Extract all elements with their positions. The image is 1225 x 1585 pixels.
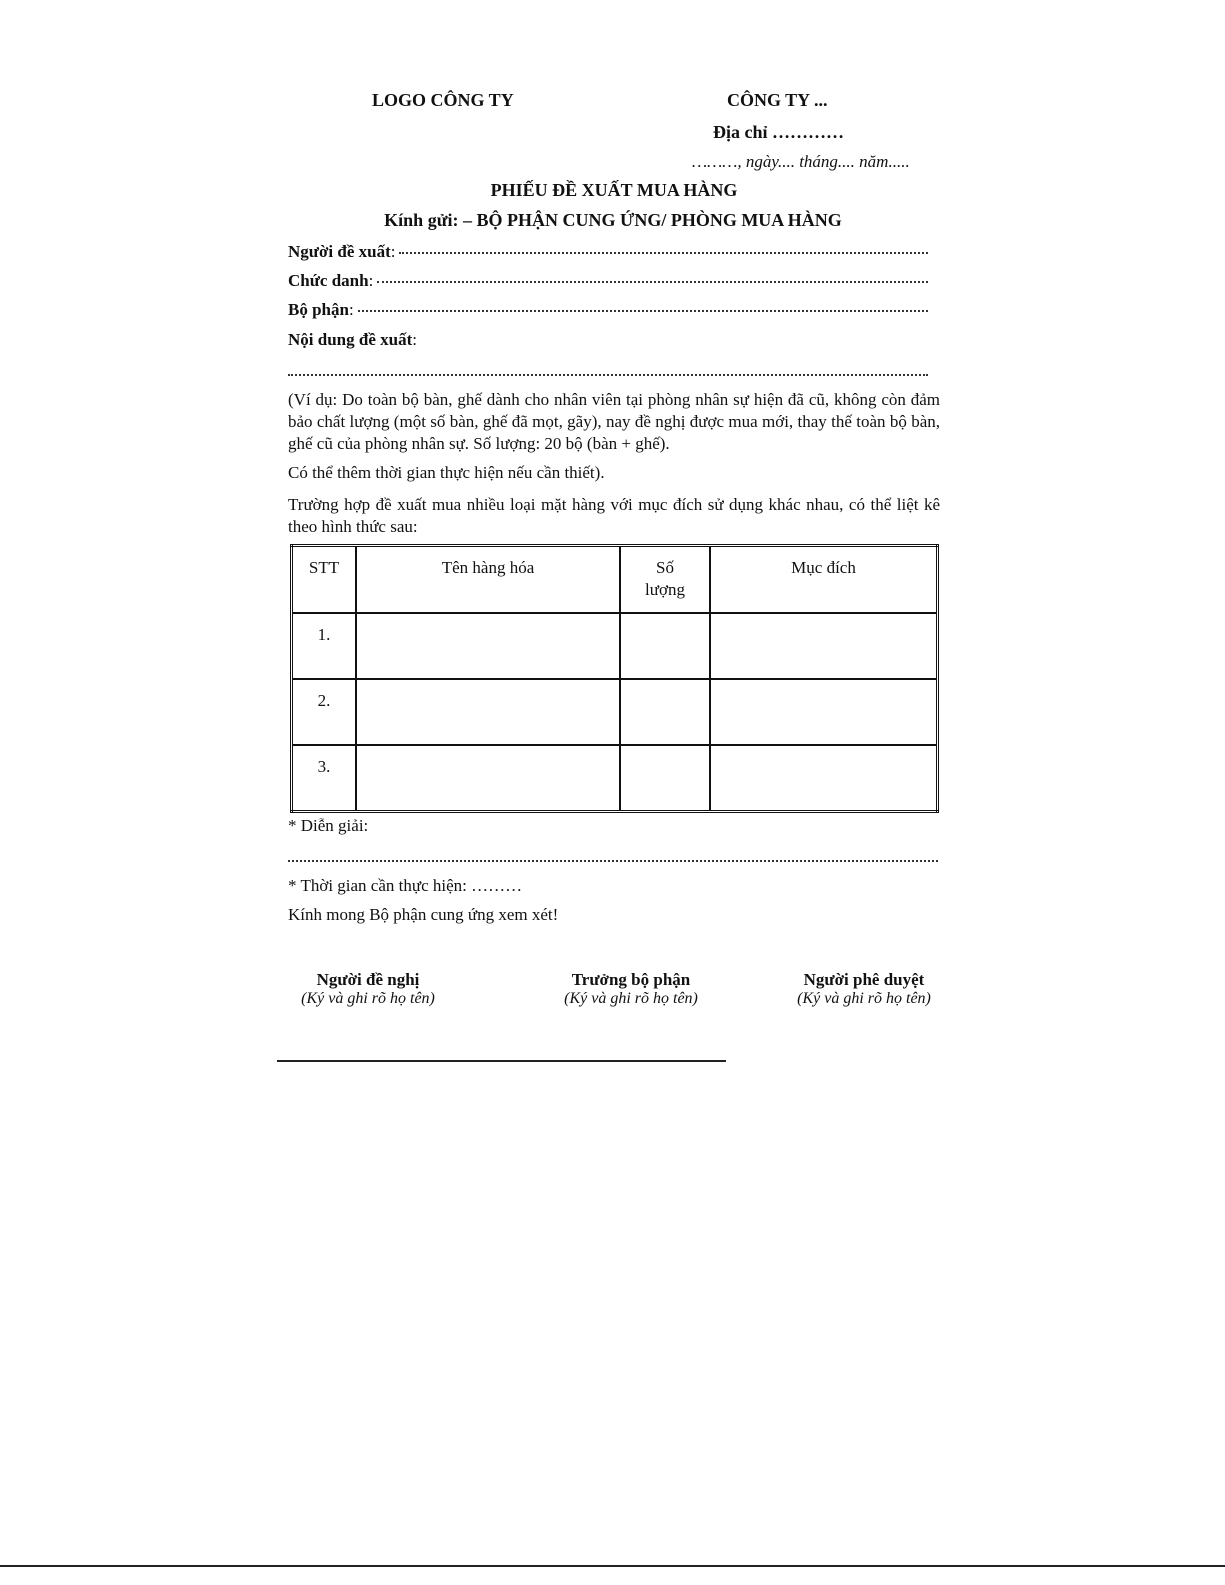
header-item-name: Tên hàng hóa (356, 546, 620, 614)
quantity-cell[interactable] (620, 613, 710, 679)
content-label: Nội dung đề xuất (288, 330, 413, 349)
header-purpose: Mục đích (710, 546, 938, 614)
position-label: Chức danh (288, 271, 369, 290)
company-address: Địa chỉ ………… (713, 122, 845, 142)
table-row (292, 613, 938, 679)
table-row (292, 745, 938, 812)
purpose-cell[interactable] (710, 613, 938, 679)
table-header-row (292, 546, 938, 614)
items-table (290, 544, 939, 813)
table-row (292, 679, 938, 745)
content-field: Nội dung đề xuất : (288, 330, 417, 349)
closing-line: Kính mong Bộ phận cung ứng xem xét! (288, 905, 559, 924)
signature-note: (Ký và ghi rõ họ tên) (797, 990, 931, 1007)
position-input-line[interactable] (377, 280, 928, 283)
signature-role: Trưởng bộ phận (571, 970, 691, 989)
example-paragraph: (Ví dụ: Do toàn bộ bàn, ghế dành cho nhân viên tại phòng nhân sự hiện đã cũ, không còn đảm bảo chất lượng (một số bàn, ghế đã mọt, gãy), nay đề nghị được mua mới, thay thế toàn bộ bàn, ghế cũ của phòng nhân sự. Số lượng: 20 bộ (bàn + ghế). (288, 390, 940, 453)
page-bottom-border (0, 1565, 1225, 1567)
quantity-cell[interactable] (620, 679, 710, 745)
department-input-line[interactable] (358, 309, 928, 312)
recipient-line: Kính gửi: – BỘ PHẬN CUNG ỨNG/ PHÒNG MUA HÀNG (384, 210, 842, 230)
row-number: 2. (292, 679, 357, 745)
position-field[interactable]: Chức danh : (288, 271, 928, 291)
purpose-cell[interactable] (710, 679, 938, 745)
header-quantity: Số lượng (620, 546, 710, 614)
signature-role: Người phê duyệt (803, 970, 925, 989)
header-stt: STT (292, 546, 357, 614)
item-name-cell[interactable] (356, 745, 620, 812)
department-label: Bộ phận (288, 300, 349, 319)
quantity-cell[interactable] (620, 745, 710, 812)
department-field[interactable]: Bộ phận : (288, 300, 928, 320)
time-required: * Thời gian cần thực hiện: ……… (288, 876, 523, 895)
form-title: PHIẾU ĐỀ XUẤT MUA HÀNG (490, 180, 738, 200)
row-number: 1. (292, 613, 357, 679)
explanation-label: * Diễn giải: (288, 816, 369, 835)
purpose-cell[interactable] (710, 745, 938, 812)
proposer-input-line[interactable] (399, 251, 928, 254)
footer-divider (277, 1060, 726, 1062)
signature-block-department-head (543, 970, 719, 1008)
logo-placeholder: LOGO CÔNG TY (372, 90, 514, 110)
date-line: ………, ngày.... tháng.... năm..... (692, 152, 910, 171)
signature-note: (Ký và ghi rõ họ tên) (564, 990, 698, 1007)
signature-note: (Ký và ghi rõ họ tên) (301, 990, 435, 1007)
signature-block-approver (776, 970, 952, 1008)
company-name: CÔNG TY ... (727, 90, 828, 110)
row-number: 3. (292, 745, 357, 812)
explanation-input-line[interactable] (288, 860, 938, 862)
item-name-cell[interactable] (356, 613, 620, 679)
item-name-cell[interactable] (356, 679, 620, 745)
multi-items-note: Trường hợp đề xuất mua nhiều loại mặt hàng với mục đích sử dụng khác nhau, có thể liệt kê theo hình thức sau: (288, 495, 940, 536)
proposer-field[interactable]: Người đề xuất : (288, 242, 928, 262)
time-note: Có thể thêm thời gian thực hiện nếu cần thiết). (288, 463, 605, 482)
content-input-line[interactable] (288, 374, 928, 376)
proposer-label: Người đề xuất (288, 242, 391, 261)
signature-block-proposer (280, 970, 456, 1008)
signature-role: Người đề nghị (316, 970, 420, 989)
